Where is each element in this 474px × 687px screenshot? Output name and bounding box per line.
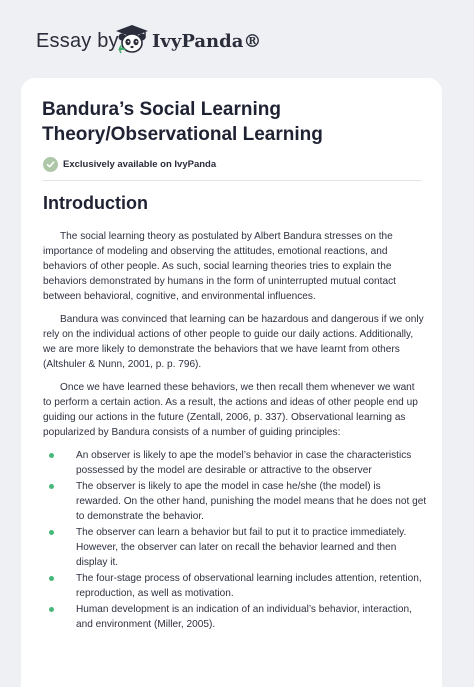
exclusive-text: Exclusively available on IvyPanda (63, 158, 217, 170)
list-item: Human development is an indication of an individual’s behavior, interaction, and environment (Miller, 2005). (43, 602, 427, 632)
divider (42, 180, 422, 181)
bullet-dot-icon (49, 576, 54, 581)
panda-graduation-cap-icon[interactable] (115, 24, 149, 54)
list-item: The observer is likely to ape the model in case he/she (the model) is rewarded. On the other hand, punishing the model means that he does not get to demonstrate the behavior. (43, 479, 427, 524)
paragraph: Bandura was convinced that learning can be hazardous and dangerous if we only rely on the individual actions of other people to guide our daily actions. Additionally, we are more likely to demonstrate the behaviors that we have learnt from others (Altshuler & Nunn, 2001, p. p. 796). (43, 314, 424, 370)
paragraph: The social learning theory as postulated by Albert Bandura stresses on the importance of modeling and observing the attitudes, emotional reactions, and behaviors of other people. As such, social learning theories tries to explain the behaviors demonstrated by humans in the form of uninterrupted mutual contact between behavioral, cognitive, and environmental influences. (43, 231, 396, 302)
bullet-dot-icon (49, 530, 54, 535)
ivypanda-logo-text[interactable]: IvyPanda® (152, 31, 262, 52)
list-item: An observer is likely to ape the model’s behavior in case the characteristics possessed by the model are desirable or attractive to the observer (43, 448, 427, 478)
site-header (0, 0, 474, 80)
exclusive-notice (43, 155, 216, 173)
list-item: The four-stage process of observational learning includes attention, retention, reproduction, as well as motivation. (43, 571, 427, 601)
checkmark-badge-icon (43, 157, 58, 172)
bullet-dot-icon (49, 484, 54, 489)
principles-list (43, 448, 427, 633)
list-item: The observer can learn a behavior but fail to put it to practice immediately. However, the observer can later on recall the behavior learned and then display it. (43, 525, 427, 570)
article-title: Bandura’s Social Learning Theory/Observational Learning (42, 99, 323, 145)
paragraph: Once we have learned these behaviors, we then recall them whenever we want to perform a certain action. As a result, the actions and ideas of other people end up guiding our actions in the future (Zentall, 2006, p. 337). Observational learning as popularized by Bandura consists of a number of guiding principles: (43, 382, 418, 438)
bullet-dot-icon (49, 453, 54, 458)
bullet-dot-icon (49, 607, 54, 612)
section-heading: Introduction (43, 193, 148, 213)
essay-by-label: Essay by (36, 30, 119, 52)
